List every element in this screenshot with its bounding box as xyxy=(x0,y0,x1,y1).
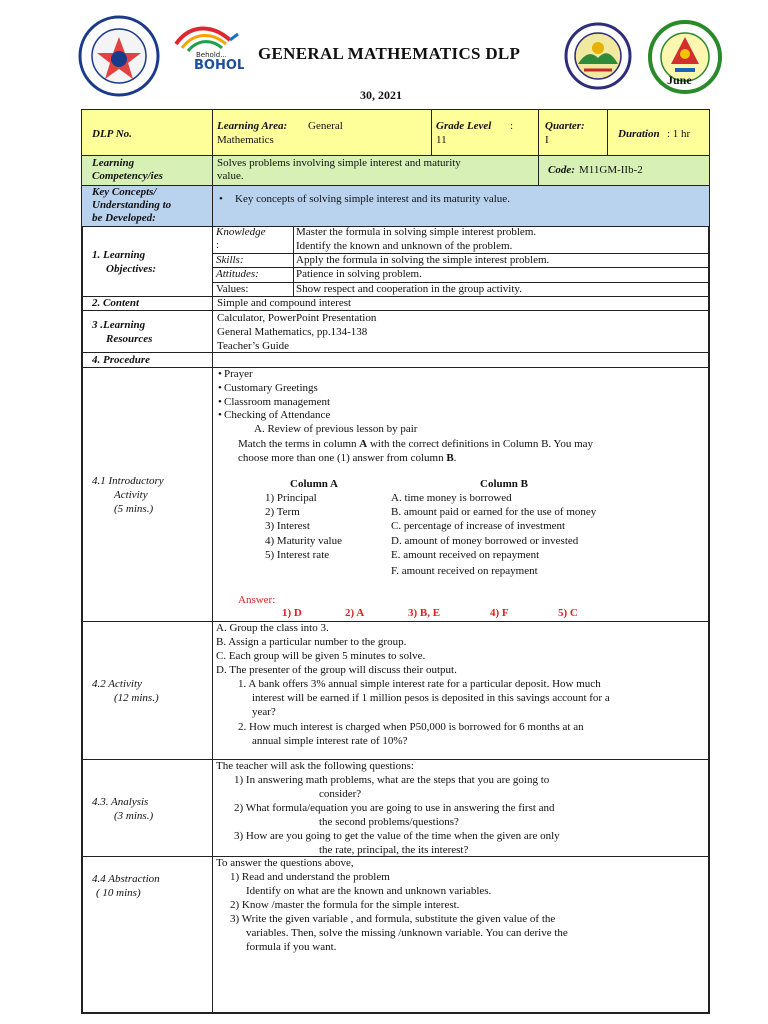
date-day: 30, 2021 xyxy=(360,88,402,102)
analysis-question-2a: 2) What formula/equation you are going to use in answering the first and xyxy=(234,802,555,814)
grade-level-colon: : xyxy=(510,120,514,132)
intro-bullet-icon: • xyxy=(218,368,222,380)
grade-level-label: Grade Level xyxy=(436,120,492,132)
intro-bullet-icon: • xyxy=(218,396,222,408)
column-b-item: F. amount received on repayment xyxy=(391,565,538,577)
abstraction-step-3b: variables. Then, solve the missing /unknown variable. You can derive the xyxy=(246,927,568,939)
date-month: June xyxy=(667,73,692,87)
learning-area-value-2: Mathematics xyxy=(217,134,274,146)
abstraction-step-3a: 3) Write the given variable , and formula, substitute the given value of the xyxy=(230,913,556,925)
activity-step: C. Each group will be given 5 minutes to solve. xyxy=(216,650,426,662)
resource-item: Calculator, PowerPoint Presentation xyxy=(217,312,377,324)
analysis-label-1: 4.3. Analysis xyxy=(92,796,149,808)
concepts-label-1: Key Concepts/ xyxy=(92,186,157,198)
resources-label-2: Resources xyxy=(106,333,153,345)
objectives-label-1: 1. Learning xyxy=(92,249,146,261)
grade-level-value: 11 xyxy=(436,134,447,146)
activity-step: D. The presenter of the group will discuss their output. xyxy=(216,664,457,676)
activity-label-2: (12 mins.) xyxy=(114,692,159,704)
quarter-label: Quarter: xyxy=(545,120,585,132)
resource-item: General Mathematics, pp.134-138 xyxy=(217,326,368,338)
concepts-text-cell xyxy=(212,185,710,227)
code-value: M11GM-IIb-2 xyxy=(579,164,643,176)
column-b-item: A. time money is borrowed xyxy=(391,492,512,504)
content-text-cell xyxy=(212,296,710,311)
objectives-line-2 xyxy=(212,267,710,268)
column-a-item: 5) Interest rate xyxy=(265,549,330,561)
abstraction-step-3c: formula if you want. xyxy=(246,941,337,953)
intro-bullet: Customary Greetings xyxy=(224,382,318,394)
attitudes-text: Patience in solving problem. xyxy=(296,268,422,280)
review-text: A. Review of previous lesson by pair xyxy=(254,423,418,435)
analysis-intro: The teacher will ask the following questions: xyxy=(216,760,414,772)
values-label: Values: xyxy=(216,283,249,295)
column-b-item: D. amount of money borrowed or invested xyxy=(391,535,579,547)
deped-division-seal xyxy=(564,22,632,90)
competency-text-1: Solves problems involving simple interest and maturity xyxy=(217,157,461,169)
activity-label-cell xyxy=(81,621,213,760)
match-instruction-2 xyxy=(238,452,456,465)
match-instruction-1a: Match the terms in column xyxy=(238,438,360,450)
svg-text:BOHOL: BOHOL xyxy=(194,58,244,72)
answer-item: 4) F xyxy=(490,607,509,619)
deped-seal xyxy=(78,15,160,97)
procedure-label: 4. Procedure xyxy=(92,354,151,366)
knowledge-text-1: Master the formula in solving simple interest problem. xyxy=(296,226,537,238)
analysis-question-1a: 1) In answering math problems, what are the steps that you are going to xyxy=(234,774,550,786)
intro-label-cell xyxy=(81,367,213,622)
dlp-number-cell xyxy=(81,109,213,156)
concepts-label-3: be Developed: xyxy=(92,212,156,224)
column-a-item: 4) Maturity value xyxy=(265,535,342,547)
competency-label-cell xyxy=(81,155,213,186)
abstraction-intro: To answer the questions above, xyxy=(216,857,354,869)
analysis-question-2b: the second problems/questions? xyxy=(319,816,459,828)
activity-label-1: 4.2 Activity xyxy=(92,678,142,690)
match-instruction-2c: . xyxy=(453,452,457,464)
skills-label: Skills: xyxy=(216,254,244,266)
duration-value: : 1 hr xyxy=(667,128,691,140)
activity-step: A. Group the class into 3. xyxy=(216,622,329,634)
concepts-bullet: Key concepts of solving simple interest and its maturity value. xyxy=(235,193,510,205)
abstraction-label-2: ( 10 mins) xyxy=(96,887,141,899)
abstraction-step-2: 2) Know /master the formula for the simple interest. xyxy=(230,899,460,911)
competency-code-cell xyxy=(538,155,710,186)
column-b-item: E. amount received on repayment xyxy=(391,549,540,561)
svg-text:Behold...: Behold... xyxy=(196,51,227,59)
competency-text-2: value. xyxy=(217,170,244,182)
duration-cell xyxy=(607,109,710,156)
attitudes-label: Attitudes: xyxy=(216,268,259,280)
intro-bullet-icon: • xyxy=(218,382,222,394)
resources-label-cell xyxy=(81,310,213,353)
answer-item: 5) C xyxy=(558,607,578,619)
objectives-label-cell xyxy=(81,226,213,297)
learning-area-value: General xyxy=(308,120,343,132)
analysis-label-2: (3 mins.) xyxy=(114,810,154,822)
abstraction-label-1: 4.4 Abstraction xyxy=(92,873,160,885)
intro-label-1: 4.1 Introductory xyxy=(92,475,164,487)
duration-label: Duration xyxy=(618,128,660,140)
intro-bullet-icon: • xyxy=(218,409,222,421)
activity-question-1c: year? xyxy=(252,706,276,718)
activity-question-2a: 2. How much interest is charged when P50,000 is borrowed for 6 months at an xyxy=(238,721,584,733)
document-title: GENERAL MATHEMATICS DLP xyxy=(258,44,521,63)
column-b-item: B. amount paid or earned for the use of money xyxy=(391,506,597,518)
resources-text-cell xyxy=(212,310,710,353)
knowledge-colon: : xyxy=(216,239,220,251)
answer-item: 1) D xyxy=(282,607,302,619)
resources-label-1: 3 .Learning xyxy=(92,319,146,331)
procedure-empty-cell xyxy=(212,352,710,368)
abstraction-label-cell xyxy=(81,856,213,1014)
analysis-label-cell xyxy=(81,759,213,857)
objectives-divider xyxy=(293,226,294,297)
intro-bullet: Checking of Attendance xyxy=(224,409,331,421)
analysis-question-3b: the rate, principal, the its interest? xyxy=(319,844,469,856)
intro-label-2: Activity xyxy=(114,489,148,501)
answer-item: 3) B, E xyxy=(408,607,441,619)
quarter-value: I xyxy=(545,134,549,146)
knowledge-text-2: Identify the known and unknown of the problem. xyxy=(296,240,513,252)
answer-item: 2) A xyxy=(345,607,365,619)
objectives-label-2: Objectives: xyxy=(106,263,157,275)
match-instruction-1c: with the correct definitions in Column B. You may xyxy=(367,438,594,450)
procedure-label-cell xyxy=(81,352,213,368)
competency-label-2: Competency/ies xyxy=(92,170,163,182)
match-instruction-2a: choose more than one (1) answer from column xyxy=(238,452,447,464)
activity-question-2b: annual simple interest rate of 10%? xyxy=(252,735,408,747)
abstraction-step-1b: Identify on what are the known and unknown variables. xyxy=(246,885,492,897)
knowledge-label: Knowledge xyxy=(216,226,266,238)
values-text: Show respect and cooperation in the group activity. xyxy=(296,283,522,295)
answer-label: Answer: xyxy=(238,594,276,606)
competency-text-cell xyxy=(212,155,539,186)
match-instruction-2b: B xyxy=(446,452,454,464)
dlp-label: DLP No. xyxy=(92,128,132,140)
column-b-header: Column B xyxy=(480,478,528,490)
intro-bullet: Prayer xyxy=(224,368,253,380)
activity-step: B. Assign a particular number to the group. xyxy=(216,636,407,648)
quarter-cell xyxy=(538,109,608,156)
grade-level-cell xyxy=(431,109,539,156)
column-a-item: 2) Term xyxy=(265,506,300,518)
concepts-label-cell xyxy=(81,185,213,227)
activity-question-1b: interest will be earned if 1 million pesos is deposited in this savings account for a xyxy=(252,692,610,704)
content-text: Simple and compound interest xyxy=(217,297,352,309)
intro-label-3: (5 mins.) xyxy=(114,503,154,515)
analysis-question-3a: 3) How are you going to get the value of the time when the given are only xyxy=(234,830,560,842)
column-a-header: Column A xyxy=(290,478,338,490)
intro-bullet: Classroom management xyxy=(224,396,331,408)
skills-text: Apply the formula in solving the simple interest problem. xyxy=(296,254,550,266)
analysis-question-1b: consider? xyxy=(319,788,362,800)
column-a-item: 3) Interest xyxy=(265,520,310,532)
code-label: Code: xyxy=(548,164,575,176)
match-instruction-1b: A xyxy=(359,438,368,450)
competency-label-1: Learning xyxy=(92,157,135,169)
column-a-item: 1) Principal xyxy=(265,492,317,504)
content-label: 2. Content xyxy=(92,297,140,309)
learning-area-label: Learning Area: xyxy=(217,120,288,132)
column-b-item: C. percentage of increase of investment xyxy=(391,520,566,532)
content-label-cell xyxy=(81,296,213,311)
learning-area-cell xyxy=(212,109,432,156)
abstraction-step-1a: 1) Read and understand the problem xyxy=(230,871,390,883)
concepts-bullet-icon: • xyxy=(219,193,223,205)
behold-bohol-logo xyxy=(172,22,244,72)
match-instruction-1 xyxy=(238,438,593,451)
resource-item: Teacher’s Guide xyxy=(217,340,290,352)
concepts-label-2: Understanding to xyxy=(92,199,172,211)
activity-question-1a: 1. A bank offers 3% annual simple interest rate for a particular deposit. How much xyxy=(238,678,601,690)
